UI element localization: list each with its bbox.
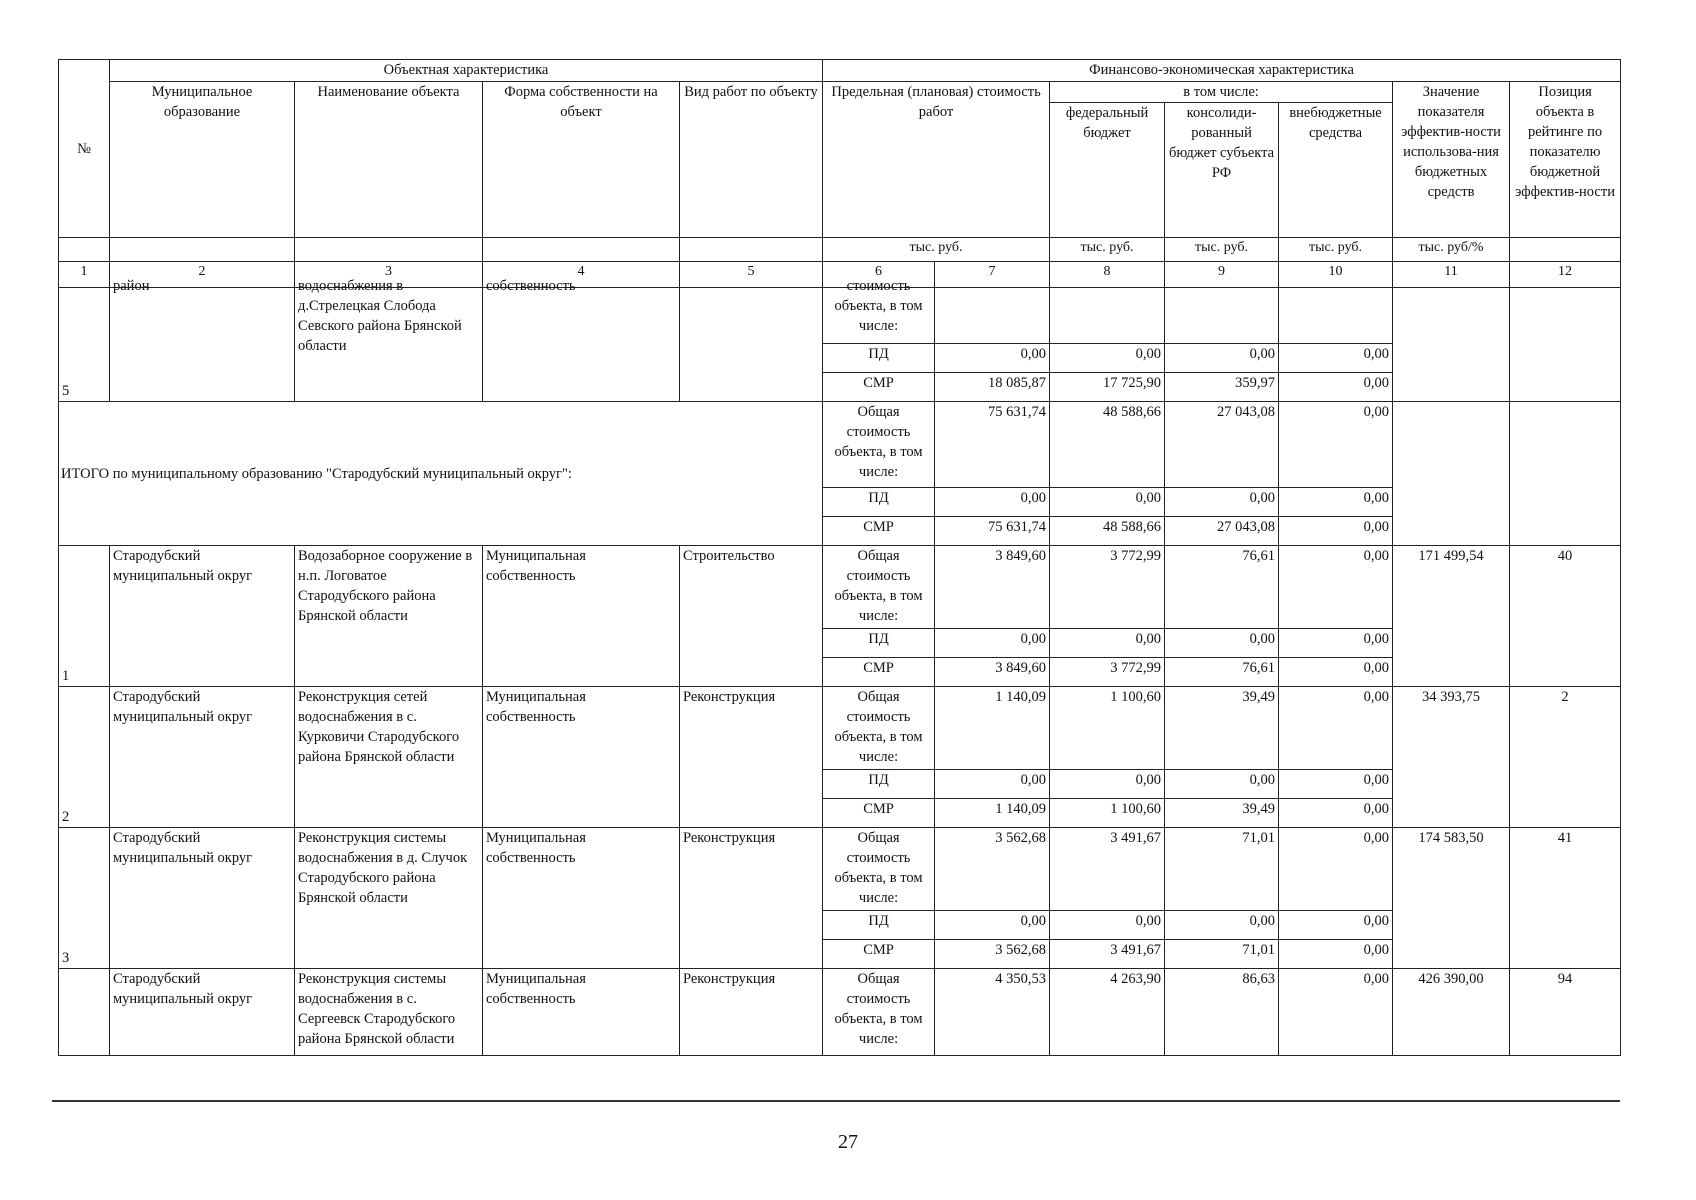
general-cost-value: 3 849,60 (935, 546, 1050, 629)
smr-value: 0,00 (1279, 658, 1393, 687)
work-type-cell: Реконструкция (680, 687, 823, 828)
municipality-cell: район (110, 288, 295, 402)
general-cost-value: 4 263,90 (1050, 969, 1165, 1056)
smr-value: 71,01 (1165, 940, 1279, 969)
header-extrabudget: внебюджетные средства (1279, 103, 1393, 238)
smr-value: 75 631,74 (935, 517, 1050, 546)
pd-value: 0,00 (1279, 488, 1393, 517)
pd-value: 0,00 (1279, 629, 1393, 658)
header-rating: Позиция объекта в рейтинге по показателю бюджетной эффектив-ности (1510, 82, 1621, 238)
general-cost-value: 3 562,68 (935, 828, 1050, 911)
municipality-cell: Стародубский муниципальный округ (110, 687, 295, 828)
smr-value: 3 491,67 (1050, 940, 1165, 969)
smr-value: 27 043,08 (1165, 517, 1279, 546)
work-type-cell (680, 288, 823, 402)
column-number: 8 (1050, 262, 1165, 288)
column-number: 11 (1393, 262, 1510, 288)
column-number: 3 (295, 262, 483, 288)
general-cost-value: 27 043,08 (1165, 402, 1279, 488)
general-cost-value: 1 100,60 (1050, 687, 1165, 770)
object-name-cell: Реконструкция системы водоснабжения в с. Сергеевск Стародубского района Брянской области (295, 969, 483, 1056)
pd-value: 0,00 (1050, 770, 1165, 799)
object-name-cell: Реконструкция системы водоснабжения в д. Случок Стародубского района Брянской области (295, 828, 483, 969)
unit-efficiency: тыс. руб/% (1393, 238, 1510, 262)
header-efficiency: Значение показателя эффектив-ности использова-ния бюджетных средств (1393, 82, 1510, 238)
pd-value: 0,00 (935, 911, 1050, 940)
pd-label: ПД (823, 911, 935, 940)
smr-label: СМР (823, 658, 935, 687)
general-cost-label: Общая стоимость объекта, в том числе: (823, 969, 935, 1056)
pd-label: ПД (823, 770, 935, 799)
general-cost-label: стоимость объекта, в том числе: (823, 288, 935, 344)
smr-label: СМР (823, 940, 935, 969)
rating-value: 41 (1510, 828, 1621, 969)
column-number: 9 (1165, 262, 1279, 288)
unit-federal: тыс. руб. (1050, 238, 1165, 262)
pd-value: 0,00 (1165, 629, 1279, 658)
header-object-name: Наименование объекта (295, 82, 483, 238)
smr-value: 1 100,60 (1050, 799, 1165, 828)
general-cost-value: 3 772,99 (1050, 546, 1165, 629)
rating-value: 2 (1510, 687, 1621, 828)
column-number: 5 (680, 262, 823, 288)
pd-value: 0,00 (1050, 911, 1165, 940)
column-number: 4 (483, 262, 680, 288)
smr-value: 0,00 (1279, 373, 1393, 402)
pd-value: 0,00 (1165, 770, 1279, 799)
header-consolidated: консолиди-рованный бюджет субъекта РФ (1165, 103, 1279, 238)
general-cost-value: 1 140,09 (935, 687, 1050, 770)
pd-value: 0,00 (1279, 911, 1393, 940)
row-number: 1 (59, 546, 110, 687)
pd-value: 0,00 (1050, 344, 1165, 373)
general-cost-label: Общая стоимость объекта, в том числе: (823, 402, 935, 488)
table-row (59, 828, 1621, 911)
general-cost-value: 0,00 (1279, 402, 1393, 488)
header-including: в том числе: (1050, 82, 1393, 103)
pd-value: 0,00 (1279, 770, 1393, 799)
efficiency-value: 171 499,54 (1393, 546, 1510, 687)
rating-value: 40 (1510, 546, 1621, 687)
pd-value: 0,00 (1279, 344, 1393, 373)
itogo-label: ИТОГО по муниципальному образованию "Стародубский муниципальный округ": (59, 402, 823, 546)
smr-value: 3 849,60 (935, 658, 1050, 687)
general-cost-label: Общая стоимость объекта, в том числе: (823, 828, 935, 911)
header-group-object: Объектная характеристика (110, 60, 823, 82)
table-row (59, 546, 1621, 629)
general-cost-value: 0,00 (1279, 828, 1393, 911)
smr-value: 39,49 (1165, 799, 1279, 828)
smr-value: 48 588,66 (1050, 517, 1165, 546)
smr-value: 0,00 (1279, 940, 1393, 969)
efficiency-value: 426 390,00 (1393, 969, 1510, 1056)
general-cost-value: 71,01 (1165, 828, 1279, 911)
object-name-cell: Водозаборное сооружение в н.п. Логоватое Стародубского района Брянской области (295, 546, 483, 687)
column-number: 2 (110, 262, 295, 288)
itogo-row (59, 402, 1621, 488)
municipality-cell: Стародубский муниципальный округ (110, 828, 295, 969)
object-name-cell: Реконструкция сетей водоснабжения в с. Курковичи Стародубского района Брянской области (295, 687, 483, 828)
pd-label: ПД (823, 344, 935, 373)
ownership-cell: собственность (483, 288, 680, 402)
general-cost-value: 0,00 (1279, 687, 1393, 770)
column-number: 6 (823, 262, 935, 288)
ownership-cell: Муниципальная собственность (483, 828, 680, 969)
pd-label: ПД (823, 629, 935, 658)
header-work-type: Вид работ по объекту (680, 82, 823, 238)
pd-value: 0,00 (1165, 911, 1279, 940)
work-type-cell: Реконструкция (680, 828, 823, 969)
general-cost-label: Общая стоимость объекта, в том числе: (823, 687, 935, 770)
pd-value: 0,00 (935, 488, 1050, 517)
efficiency-value: 34 393,75 (1393, 687, 1510, 828)
unit-extrabudget: тыс. руб. (1279, 238, 1393, 262)
column-number: 12 (1510, 262, 1621, 288)
smr-label: СМР (823, 373, 935, 402)
smr-label: СМР (823, 517, 935, 546)
unit-cost: тыс. руб. (823, 238, 1050, 262)
general-cost-value: 0,00 (1279, 969, 1393, 1056)
pd-value: 0,00 (935, 629, 1050, 658)
general-cost-value: 48 588,66 (1050, 402, 1165, 488)
header-municipality: Муниципальное образование (110, 82, 295, 238)
smr-label: СМР (823, 799, 935, 828)
smr-value: 17 725,90 (1050, 373, 1165, 402)
efficiency-value: 174 583,50 (1393, 828, 1510, 969)
general-cost-value: 86,63 (1165, 969, 1279, 1056)
municipality-cell: Стародубский муниципальный округ (110, 969, 295, 1056)
column-number: 1 (59, 262, 110, 288)
unit-consolidated: тыс. руб. (1165, 238, 1279, 262)
smr-value: 0,00 (1279, 799, 1393, 828)
pd-label: ПД (823, 488, 935, 517)
bottom-rule (52, 1100, 1620, 1102)
table-row (59, 969, 1621, 1056)
municipality-cell: Стародубский муниципальный округ (110, 546, 295, 687)
row-number (59, 969, 110, 1056)
table-row (59, 687, 1621, 770)
pd-value: 0,00 (935, 770, 1050, 799)
budget-efficiency-table (58, 59, 1621, 1056)
general-cost-value: 3 491,67 (1050, 828, 1165, 911)
pd-value: 0,00 (935, 344, 1050, 373)
rating-value: 94 (1510, 969, 1621, 1056)
smr-value: 18 085,87 (935, 373, 1050, 402)
work-type-cell: Строительство (680, 546, 823, 687)
header-ownership: Форма собственности на объект (483, 82, 680, 238)
smr-value: 0,00 (1279, 517, 1393, 546)
ownership-cell: Муниципальная собственность (483, 687, 680, 828)
smr-value: 1 140,09 (935, 799, 1050, 828)
object-name-cell: водоснабжения в д.Стрелецкая Слобода Севского района Брянской области (295, 288, 483, 402)
pd-value: 0,00 (1165, 488, 1279, 517)
table-row-continued (59, 288, 1621, 344)
column-number: 10 (1279, 262, 1393, 288)
work-type-cell: Реконструкция (680, 969, 823, 1056)
pd-value: 0,00 (1050, 488, 1165, 517)
page-number: 27 (838, 1131, 858, 1153)
ownership-cell: Муниципальная собственность (483, 546, 680, 687)
general-cost-value: 4 350,53 (935, 969, 1050, 1056)
row-number: 2 (59, 687, 110, 828)
pd-value: 0,00 (1050, 629, 1165, 658)
general-cost-value: 39,49 (1165, 687, 1279, 770)
header-max-cost: Предельная (плановая) стоимость работ (823, 82, 1050, 238)
column-number: 7 (935, 262, 1050, 288)
general-cost-value: 76,61 (1165, 546, 1279, 629)
pd-value: 0,00 (1165, 344, 1279, 373)
row-number: 3 (59, 828, 110, 969)
smr-value: 359,97 (1165, 373, 1279, 402)
general-cost-label: Общая стоимость объекта, в том числе: (823, 546, 935, 629)
general-cost-value: 0,00 (1279, 546, 1393, 629)
header-group-finance: Финансово-экономическая характеристика (823, 60, 1621, 82)
smr-value: 76,61 (1165, 658, 1279, 687)
general-cost-value: 75 631,74 (935, 402, 1050, 488)
row-number: 5 (59, 288, 110, 402)
header-no: № (59, 60, 110, 238)
ownership-cell: Муниципальная собственность (483, 969, 680, 1056)
header-federal: федеральный бюджет (1050, 103, 1165, 238)
smr-value: 3 772,99 (1050, 658, 1165, 687)
smr-value: 3 562,68 (935, 940, 1050, 969)
